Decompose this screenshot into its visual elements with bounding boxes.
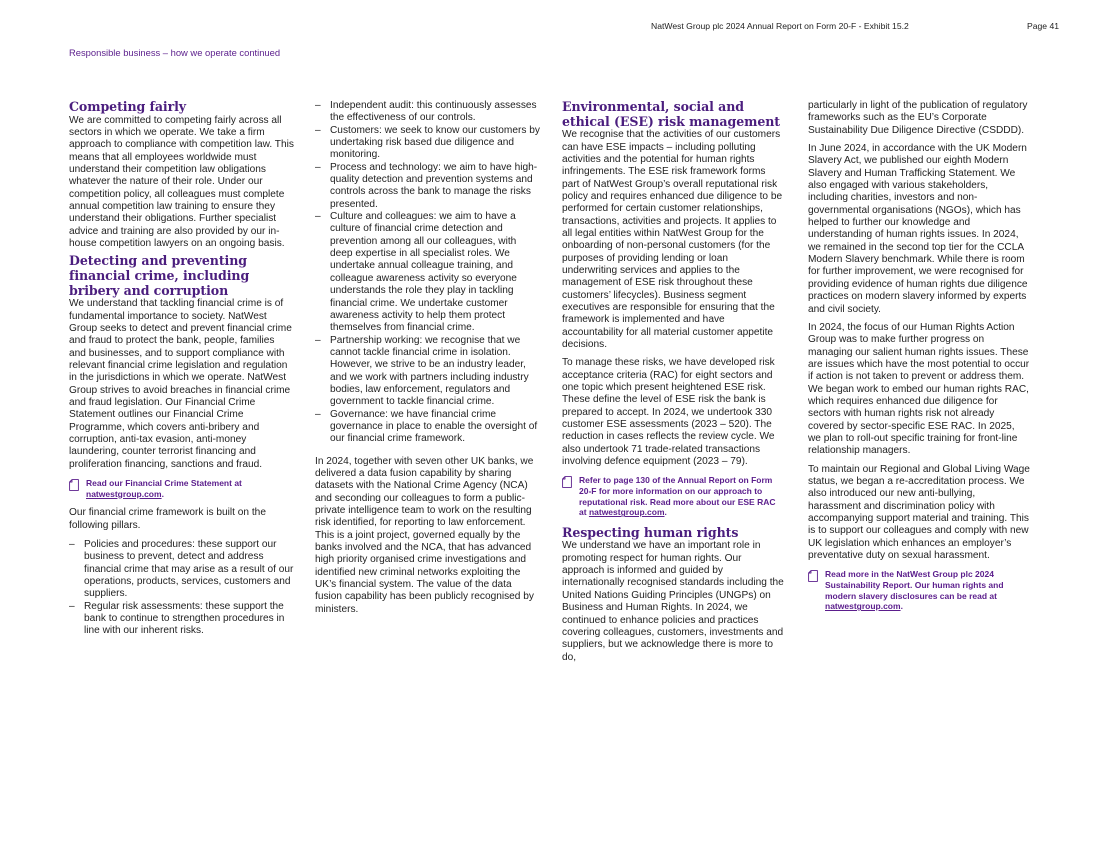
page-number: Page 41 — [1027, 21, 1060, 31]
natwestgroup-link[interactable]: natwestgroup.com — [86, 488, 162, 499]
column-3 — [562, 100, 784, 664]
framework-intro-paragraph: Our financial crime framework is built on the following pillars. — [69, 507, 266, 531]
human-rights-heading: Respecting human rights — [562, 524, 739, 540]
competing-fairly-heading: Competing fairly — [69, 99, 187, 114]
document-icon — [69, 479, 79, 491]
csddd-paragraph: particularly in light of the publication of regulatory frameworks such as the EU’s Corporate Sustainability Due Diligence Directive (CSDDD). — [808, 100, 1028, 136]
column-4 — [808, 100, 1030, 620]
note-text: Read our Financial Crime Statement at — [86, 477, 242, 488]
document-icon — [562, 476, 572, 488]
ese-risk-heading: Environmental, social and ethical (ESE) risk management — [562, 99, 781, 129]
pillars-list — [69, 539, 294, 638]
pillar-item: – Partnership working: we recognise that we cannot tackle financial crime in isolation. However, we strive to be an industry leader, and we work with partners including industry bodies, law enforcement, regulators and government to tackle financial crime. — [315, 335, 540, 409]
pillars-list-continued — [315, 100, 540, 446]
note-end: . — [900, 601, 903, 612]
modern-slavery-paragraph: In June 2024, in accordance with the UK Modern Slavery Act, we published our eighth Modern Slavery and Human Trafficking Statement. We also engaged with various stakeholders, including charities, investors and non-governmental organisations (NGOs), which has helped to further our knowledge and understanding of human rights issues. In 2024, we remained in the second top tier for the CCLA Modern Slavery benchmark. While there is room for further improvement, we were recognised for providing evidence of human rights due diligence practices on modern slavery informed by experts and civil society. — [808, 143, 1028, 315]
pillar-item: – Independent audit: this continuously assesses the effectiveness of our controls. — [315, 100, 540, 125]
note-end: . — [161, 488, 164, 499]
column-2 — [315, 100, 540, 616]
pillar-item: – Process and technology: we aim to have high-quality detection and prevention systems and controls across the bank to manage the risks presented. — [315, 162, 540, 211]
pillar-item: – Policies and procedures: these support our business to prevent, detect and address financial crime that may arise as a result of our operations, products, services, customers and suppliers. — [69, 539, 294, 601]
data-fusion-paragraph: In 2024, together with seven other UK banks, we delivered a data fusion capability by sharing datasets with the National Crime Agency (NCA) and seconding our colleagues to form a public-private intelligence team to work on the resulting risk identified, for reporting to law enforcement. This is a joint project, governed equally by the banks involved and the NCA, that has advanced high priority organised crime investigations and identified new criminal networks exploiting the UK’s financial system. The value of the data fusion capability has been publicly recognised by ministers. — [315, 455, 534, 615]
note-text: Refer to page 130 of the Annual Report on Form 20-F for more information on our approach to reputational risk. Read more about our ESE RAC at — [579, 475, 776, 518]
rac-paragraph: To manage these risks, we have developed risk acceptance criteria (RAC) for eight sectors and one topic which present heightened ESE risk. These define the level of ESE risk the bank is prepared to accept. In 2024, we undertook 330 customer ESE assessments (2023 – 520). The reduction in cases reflects the review cycle. We also undertook 71 trade-related transactions involving defence equipment (2023 – 79). — [562, 357, 775, 468]
natwestgroup-link[interactable]: natwestgroup.com — [588, 507, 665, 518]
human-rights-action-group-paragraph: In 2024, the focus of our Human Rights Action Group was to make further progress on managing our salient human rights issues. These are issues which have the most potential to occur if action is not taken to prevent or address them. We began work to embed our human rights RAC, which requires enhanced due diligence for sectors with human rights risk not already covered by sector-specific ESE RAC. In 2025, we plan to roll-out specific training for front-line relationship managers. — [808, 321, 1030, 457]
note-end: . — [664, 507, 667, 518]
note-text: Read more in the NatWest Group plc 2024 Sustainability Report. Our human rights and modern slavery disclosures can be read at — [825, 569, 1004, 601]
report-title: NatWest Group plc 2024 Annual Report on Form 20-F - Exhibit 15.2 — [651, 21, 909, 31]
human-rights-paragraph: We understand we have an important role in promoting respect for human rights. Our approach is informed and guided by internationally recognised standards including the United Nations Guiding Principles (UNGPs) on Business and Human Rights. In 2024, we continued to enhance policies and practices covering colleagues, customers, investments and suppliers, but we acknowledge there is more to do, — [562, 540, 784, 663]
financial-crime-heading: Detecting and preventing financial crime, including bribery and corruption — [69, 253, 250, 298]
pillar-item: – Culture and colleagues: we aim to have a culture of financial crime detection and prevention among all our colleagues, with deep expertise in all specialist roles. We undertake annual colleague training, and colleague awareness activity so everyone understands the role they play in tackling financial crime. We undertake customer awareness activity to help them protect themselves from financial crime. — [315, 211, 540, 334]
section-breadcrumb: Responsible business – how we operate continued — [69, 47, 281, 58]
pillar-item: – Customers: we seek to know our customers by undertaking risk based due diligence and monitoring. — [315, 125, 540, 162]
natwestgroup-link[interactable]: natwestgroup.com — [825, 601, 901, 612]
financial-crime-paragraph: We understand that tackling financial crime is of fundamental importance to society. NatWest Group seeks to detect and prevent financial crime and fraud to protect the bank, people, families and businesses, and to support compliance with relevant financial crime legislation and regulation in the jurisdictions in which we operate. NatWest Group strives to avoid breaches in financial crime and fraud legislation. Our Financial Crime Statement outlines our Financial Crime Programme, which covers anti-bribery and corruption, anti-tax evasion, anti-money laundering, counter terrorist financing and proliferation financing, sanctions and fraud. — [69, 298, 292, 470]
reputational-risk-note — [562, 475, 784, 517]
living-wage-paragraph: To maintain our Regional and Global Living Wage status, we began a re-accreditation process. We also introduced our new anti-bullying, harassment and discrimination policy with accompanying support material and training. This is to support our colleagues and comply with new UK legislation which enhances an employer’s preventative duty on sexual harassment. — [808, 463, 1030, 562]
ese-risk-paragraph: We recognise that the activities of our customers can have ESE impacts – including polluting activities and the potential for human rights infringements. The ESE risk framework forms part of NatWest Group’s overall reputational risk policy and requires enhanced due diligence to be performed for certain customer relationships, transactions, activities and projects. It applies to all legal entities within NatWest Group for the onboarding of non-personal customers (for the purposes of providing lending or loan underwriting services and applies to the management of ESE risk throughout these customers’ lifecycles). Business segment executives are responsible for ensuring that the framework is implemented and have accountability for all material customer appetite decisions. — [562, 129, 783, 351]
pillar-item: – Regular risk assessments: these support the bank to continue to strengthen procedures in line with our inherent risks. — [69, 601, 294, 638]
financial-crime-statement-note — [69, 478, 294, 499]
sustainability-report-note — [808, 569, 1030, 611]
column-1 — [69, 100, 294, 638]
competing-fairly-paragraph: We are committed to competing fairly across all sectors in which we operate. We take a firm approach to compliance with competition law. This means that all employees worldwide must understand their competition law obligations whatever the nature of their role. Under our competition policy, all colleagues must complete annual competition law training to ensure they understand their obligations. Further specialist advice and training are also provided by our in-house competition lawyers on an ongoing basis. — [69, 114, 294, 250]
document-icon — [808, 570, 818, 582]
page-header — [0, 21, 1100, 35]
pillar-item: – Governance: we have financial crime governance in place to enable the oversight of our financial crime framework. — [315, 409, 540, 446]
